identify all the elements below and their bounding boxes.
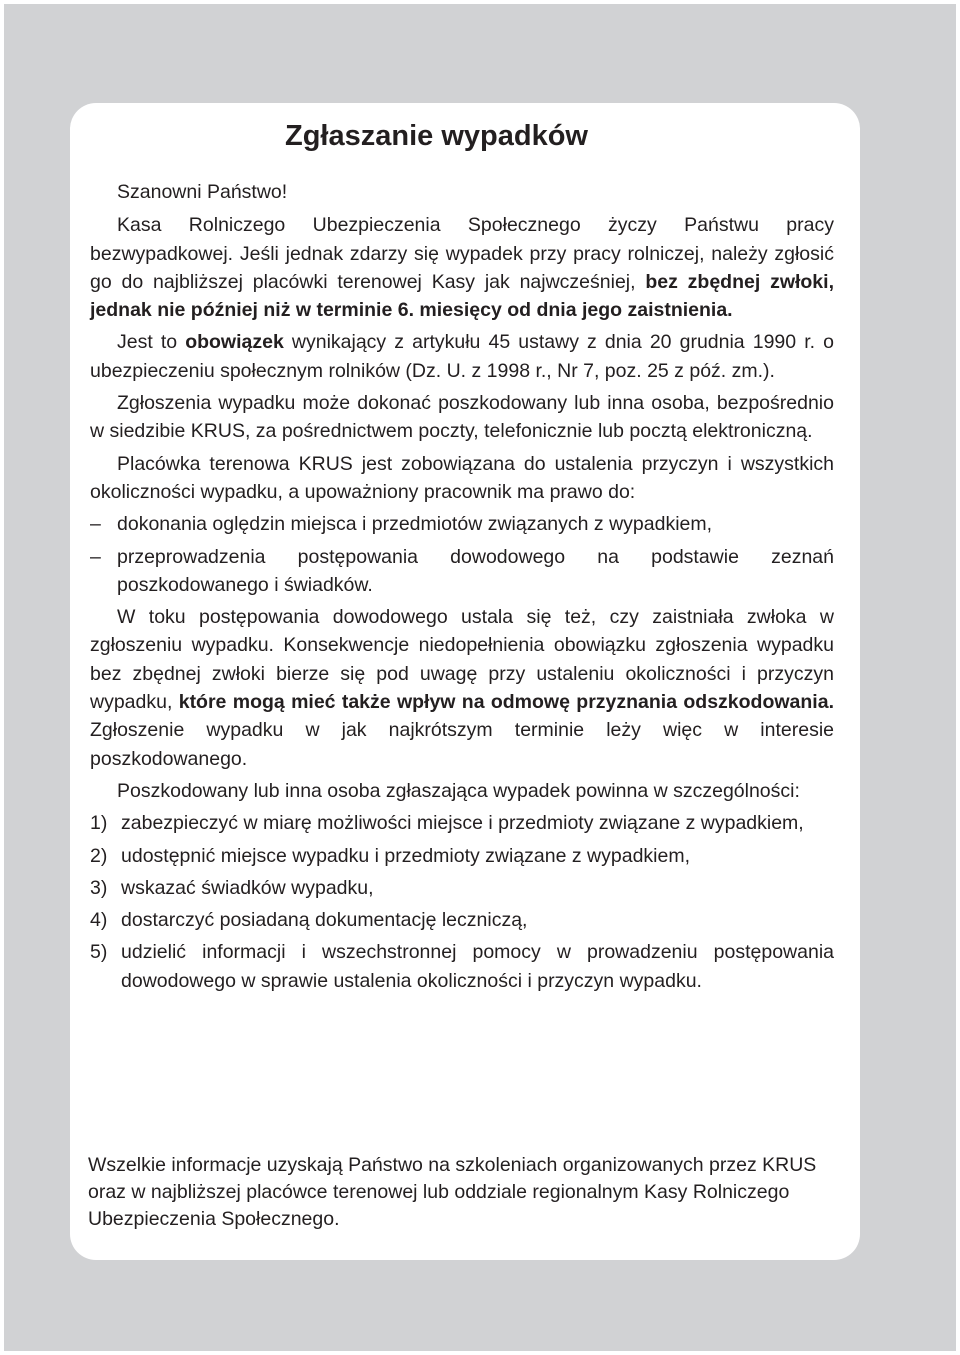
numbered-list-item [90,938,834,995]
delay-warning: które mogą mieć także wpływ na odmowę przyznania odszkodowania. [178,691,834,714]
obligation-keyword: obowiązek [185,331,284,354]
delay-text-start: W toku postępowania dowodowego ustala się też, czy zaistniała zwłoka w zgłoszeniu wypadku. Konsekwencje niedopełnienia obowiązku zgłoszenia wypadku bez zbędnej zwłoki bierze się pod uwagę przy ustaleniu okoliczności i przyczyn wypadku, [90,606,834,714]
dash-list-item [90,543,834,600]
page-title: Zgłaszanie wypadków [285,120,588,152]
list-number: 5) [90,941,108,964]
list-item-text: dostarczyć posiadaną dokumentację leczniczą, [121,909,528,932]
paragraph-reporting-deadline: bez zbędnej zwłoki, jednak nie później niż w terminie 6. miesięcy od dnia jego zaistnienia. [90,270,834,322]
paragraph-reporter-duties: Poszkodowany lub inna osoba zgłaszająca wypadek powinna w szczególności: [117,779,800,802]
numbered-list-item [90,874,834,902]
main-text [90,178,834,995]
list-item-text: udzielić informacji i wszechstronnej pomocy w prowadzeniu postępowania dowodowego w sprawie ustalenia okoliczności i przyczyn wypadku. [121,941,834,992]
numbered-list-item [90,809,834,837]
paragraph-reporting [90,211,834,324]
numbered-list-item [90,842,834,870]
footer-text: Wszelkie informacje uzyskają Państwo na szkoleniach organizowanych przez KRUS oraz w najbliższej placówce terenowej lub oddziale regionalnym Kasy Rolniczego Ubezpieczenia Społecznego. [88,1154,817,1230]
list-number: 3) [90,876,108,899]
list-number: 2) [90,844,108,867]
list-item-text: zabezpieczyć w miarę możliwości miejsce i przedmioty związane z wypadkiem, [121,812,804,835]
paragraph-reporting-text: Kasa Rolniczego Ubezpieczenia Społecznego życzy Państwu pracy bezwypadkowej. Jeśli jednak zdarzy się wypadek przy pracy rolniczej, należy zgłosić go do najbliższej placówki terenowej Kasy jak najwcześniej, [90,214,834,293]
obligation-text-end: wynikający z artykułu 45 ustawy z dnia 20 grudnia 1990 r. o ubezpieczeniu społecznym rolników (Dz. U. z 1998 r., Nr 7, poz. 25 z póź. zm.). [90,331,834,382]
list-number: 4) [90,909,108,932]
dash-list-item [90,510,834,538]
numbered-list-item [90,906,834,934]
list-item-text: wskazać świadków wypadku, [121,876,374,899]
dash-item-text: dokonania oględzin miejsca i przedmiotów związanych z wypadkiem, [117,513,713,536]
delay-text-end: Zgłoszenie wypadku w jak najkrótszym terminie leży więc w interesie poszkodowanego. [90,719,834,770]
dash-marker: – [90,545,101,568]
list-number: 1) [90,812,108,835]
dash-item-text: przeprowadzenia postępowania dowodowego na podstawie zeznań poszkodowanego i świadków. [117,545,834,596]
paragraph-obligation [90,328,834,385]
paragraph-krus-duties: Placówka terenowa KRUS jest zobowiązana do ustalenia przyczyn i wszystkich okoliczności wypadku, a upoważniony pracownik ma prawo do: [90,452,834,503]
footer-info [88,1152,834,1233]
paragraph-who-reports: Zgłoszenia wypadku może dokonać poszkodowany lub inna osoba, bezpośrednio w siedzibie KRUS, za pośrednictwem poczty, telefonicznie lub pocztą elektroniczną. [90,392,834,443]
obligation-text-start: Jest to [117,331,186,354]
list-item-text: udostępnić miejsce wypadku i przedmioty związane z wypadkiem, [121,844,691,867]
paragraph-delay-consequences [90,603,834,773]
greeting: Szanowni Państwo! [117,181,288,203]
dash-marker: – [90,513,101,536]
